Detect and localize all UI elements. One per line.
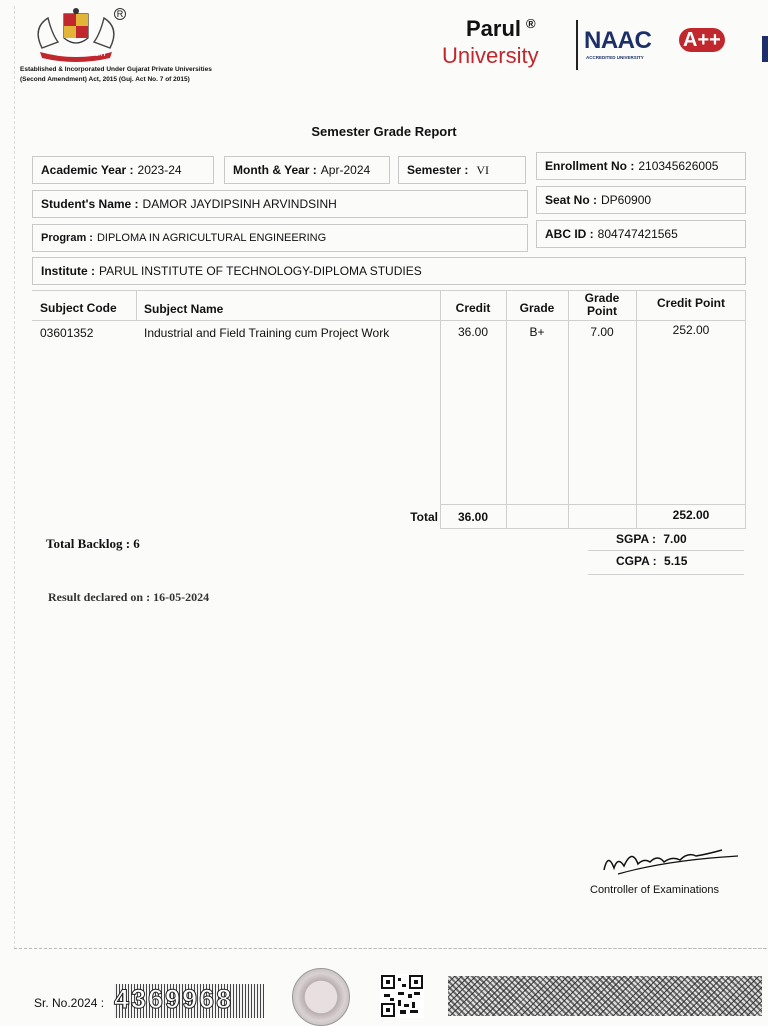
sgpa-value: 7.00 bbox=[663, 532, 687, 546]
cgpa-row bbox=[616, 554, 687, 568]
result-declared bbox=[48, 590, 209, 605]
institute-value: PARUL INSTITUTE OF TECHNOLOGY-DIPLOMA STUDIES bbox=[99, 264, 422, 278]
academic-year-value: 2023-24 bbox=[137, 163, 182, 177]
program-field bbox=[32, 224, 528, 252]
seat-value: DP60900 bbox=[601, 193, 652, 207]
abc-id-field bbox=[536, 220, 746, 248]
cell-credit: 36.00 bbox=[457, 325, 489, 339]
cgpa-label: CGPA : bbox=[616, 554, 657, 568]
cell-grade-point: 7.00 bbox=[590, 325, 614, 339]
emblem-banner-text: PARUL UNIVERSITY bbox=[58, 52, 107, 58]
logo-divider bbox=[576, 20, 578, 70]
serial-number-label: Sr. No.2024 : bbox=[34, 996, 105, 1010]
month-year-label: Month & Year : bbox=[233, 163, 317, 177]
sgpa-label: SGPA : bbox=[616, 532, 657, 546]
student-name-value: DAMOR JAYDIPSINH ARVINDSINH bbox=[142, 197, 337, 211]
established-line-2: (Second Amendment) Act, 2015 (Guj. Act No. 7 of 2015) bbox=[20, 76, 190, 83]
security-barcode-strip bbox=[448, 976, 762, 1016]
serial-number-value: 4369968 bbox=[114, 984, 264, 1018]
month-year-value: Apr-2024 bbox=[320, 163, 371, 177]
edge-accent bbox=[762, 36, 768, 62]
header-grade-point: Grade Point bbox=[584, 291, 620, 318]
academic-year-field bbox=[32, 156, 214, 184]
total-backlog-value: 6 bbox=[133, 536, 140, 551]
table-top-line bbox=[32, 290, 746, 291]
semester-label: Semester : bbox=[407, 163, 469, 177]
enrollment-value: 210345626005 bbox=[638, 159, 719, 173]
university-seal bbox=[292, 968, 350, 1026]
header-grade: Grade bbox=[519, 301, 555, 315]
registered-mark: R bbox=[114, 8, 126, 20]
academic-year-label: Academic Year : bbox=[41, 163, 134, 177]
header-credit: Credit bbox=[455, 301, 491, 315]
naac-logo bbox=[584, 22, 764, 66]
table-row bbox=[32, 324, 746, 344]
institute-field bbox=[32, 257, 746, 285]
naac-subtitle: ACCREDITED UNIVERSITY bbox=[586, 55, 644, 60]
total-backlog bbox=[46, 536, 140, 552]
result-declared-label: Result declared on : bbox=[48, 590, 151, 604]
cell-grade: B+ bbox=[529, 325, 545, 339]
total-backlog-label: Total Backlog : bbox=[46, 536, 131, 551]
total-credit-point: 252.00 bbox=[672, 508, 710, 522]
enrollment-label: Enrollment No : bbox=[545, 159, 635, 173]
total-label: Total bbox=[410, 510, 438, 524]
sgpa-divider bbox=[588, 550, 744, 551]
header-subject-name: Subject Name bbox=[144, 302, 224, 316]
total-credit: 36.00 bbox=[457, 510, 489, 524]
table-total-line bbox=[440, 504, 746, 505]
qr-code bbox=[380, 974, 424, 1018]
program-label: Program : bbox=[41, 232, 93, 244]
naac-grade-badge: A++ bbox=[679, 28, 725, 52]
sgpa-row bbox=[616, 532, 687, 546]
university-emblem bbox=[22, 8, 130, 64]
institute-label: Institute : bbox=[41, 264, 95, 278]
cgpa-value: 5.15 bbox=[664, 554, 688, 568]
controller-signature bbox=[598, 838, 748, 878]
seat-field bbox=[536, 186, 746, 214]
enrollment-field bbox=[536, 152, 746, 180]
sgpa-cgpa-box bbox=[588, 528, 744, 575]
student-name-field bbox=[32, 190, 528, 218]
semester-value: VI bbox=[476, 162, 490, 177]
semester-field bbox=[398, 156, 526, 184]
abc-id-value: 804747421565 bbox=[597, 227, 678, 241]
footer-divider bbox=[14, 948, 766, 950]
cell-subject-code: 03601352 bbox=[40, 326, 94, 340]
abc-id-label: ABC ID : bbox=[545, 227, 594, 241]
student-name-label: Student's Name : bbox=[41, 197, 139, 211]
brand-bottom: University bbox=[442, 43, 539, 68]
header-credit-point: Credit Point bbox=[657, 296, 725, 310]
cell-credit-point: 252.00 bbox=[672, 323, 710, 337]
header-subject-code: Subject Code bbox=[40, 301, 117, 315]
cell-subject-name: Industrial and Field Training cum Project Work bbox=[144, 326, 390, 340]
seat-label: Seat No : bbox=[545, 193, 598, 207]
parul-university-logo bbox=[440, 16, 570, 76]
result-declared-date: 16-05-2024 bbox=[153, 590, 210, 604]
controller-title: Controller of Examinations bbox=[590, 884, 720, 896]
brand-top: Parul bbox=[466, 16, 522, 41]
table-col-divider bbox=[136, 290, 137, 320]
month-year-field bbox=[224, 156, 390, 184]
program-value: DIPLOMA IN AGRICULTURAL ENGINEERING bbox=[96, 232, 327, 244]
grade-table bbox=[32, 290, 746, 530]
established-line-1: Established & Incorporated Under Gujarat Private Universities bbox=[20, 66, 212, 73]
report-title: Semester Grade Report bbox=[311, 124, 457, 139]
table-header-line bbox=[32, 320, 746, 321]
brand-registered: ® bbox=[526, 16, 536, 31]
naac-text: NAAC bbox=[584, 27, 652, 54]
